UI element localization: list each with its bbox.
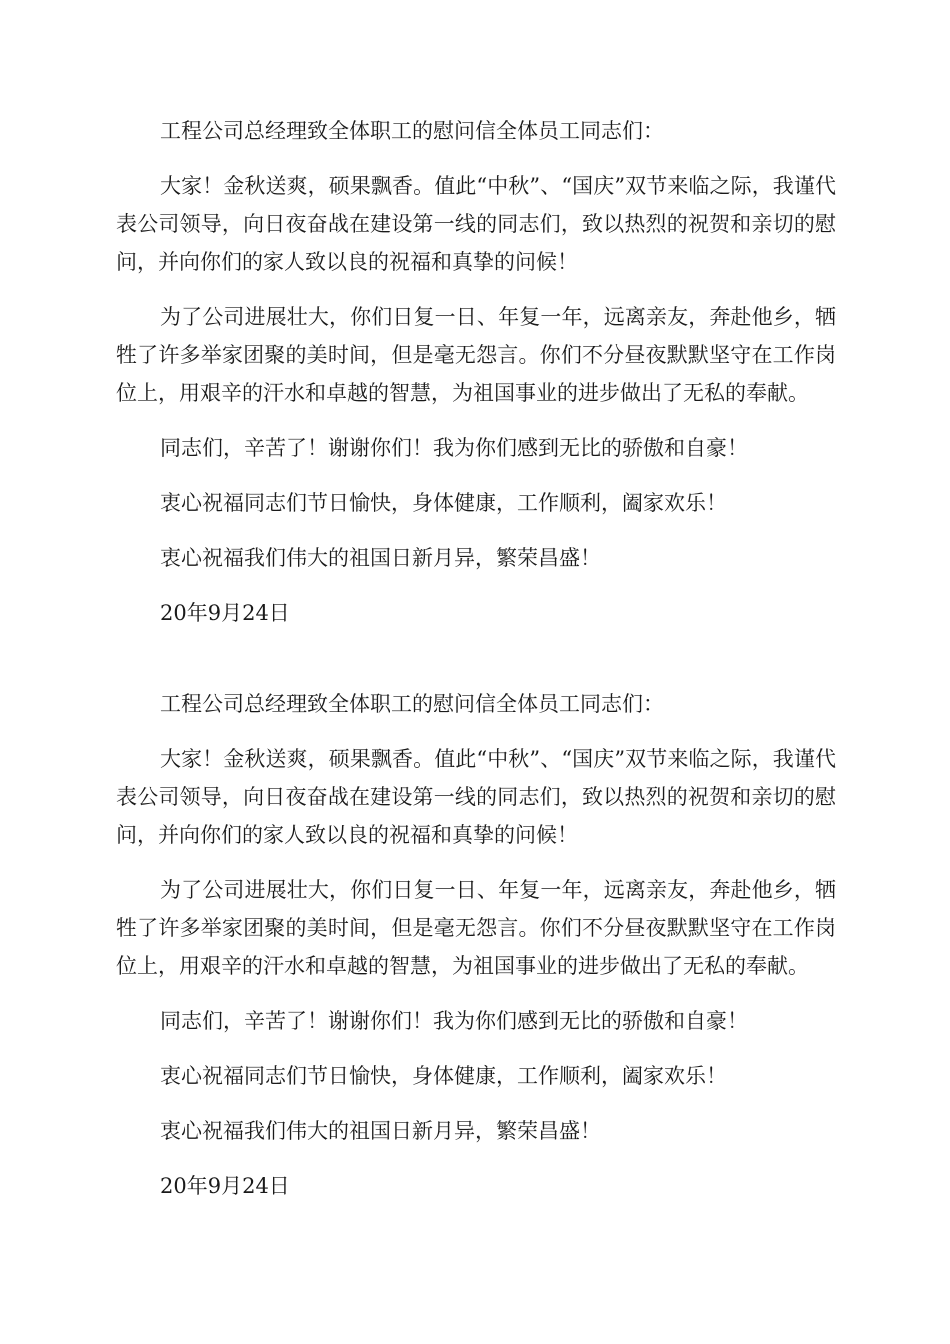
letter-date: 20年9月24日 — [160, 601, 290, 625]
letter-heading: 工程公司总经理致全体职工的慰问信全体员工同志们： — [160, 692, 664, 716]
body-paragraph: 为了公司进展壮大，你们日复一日、年复一年，远离亲友，奔赴他乡，牺牲了许多举家团聚的美时间，但是毫无怨言。你们不分昼夜默默坚守在工作岗位上，用艰辛的汗水和卓越的智慧，为祖国事业的进步做出了无私的奉献。 — [116, 305, 836, 405]
wish-paragraph: 衷心祝福我们伟大的祖国日新月异，繁荣昌盛！ — [160, 1119, 601, 1143]
greeting-paragraph: 大家！金秋送爽，硕果飘香。值此“中秋”、“国庆”双节来临之际，我谨代表公司领导，向日夜奋战在建设第一线的同志们，致以热烈的祝贺和亲切的慰问，并向你们的家人致以良的祝福和真挚的问候！ — [116, 747, 836, 847]
letter-second — [116, 685, 836, 1222]
letter-date: 20年9月24日 — [160, 1174, 290, 1198]
letter-first — [116, 112, 836, 649]
wish-paragraph: 衷心祝福同志们节日愉快，身体健康，工作顺利，阖家欢乐！ — [160, 1064, 727, 1088]
greeting-paragraph: 大家！金秋送爽，硕果飘香。值此“中秋”、“国庆”双节来临之际，我谨代表公司领导，向日夜奋战在建设第一线的同志们，致以热烈的祝贺和亲切的慰问，并向你们的家人致以良的祝福和真挚的问候！ — [116, 174, 836, 274]
thanks-paragraph: 同志们，辛苦了！谢谢你们！我为你们感到无比的骄傲和自豪！ — [160, 1009, 748, 1033]
body-paragraph: 为了公司进展壮大，你们日复一日、年复一年，远离亲友，奔赴他乡，牺牲了许多举家团聚的美时间，但是毫无怨言。你们不分昼夜默默坚守在工作岗位上，用艰辛的汗水和卓越的智慧，为祖国事业的进步做出了无私的奉献。 — [116, 878, 836, 978]
wish-paragraph: 衷心祝福我们伟大的祖国日新月异，繁荣昌盛！ — [160, 546, 601, 570]
letter-heading: 工程公司总经理致全体职工的慰问信全体员工同志们： — [160, 119, 664, 143]
wish-paragraph: 衷心祝福同志们节日愉快，身体健康，工作顺利，阖家欢乐！ — [160, 491, 727, 515]
thanks-paragraph: 同志们，辛苦了！谢谢你们！我为你们感到无比的骄傲和自豪！ — [160, 436, 748, 460]
